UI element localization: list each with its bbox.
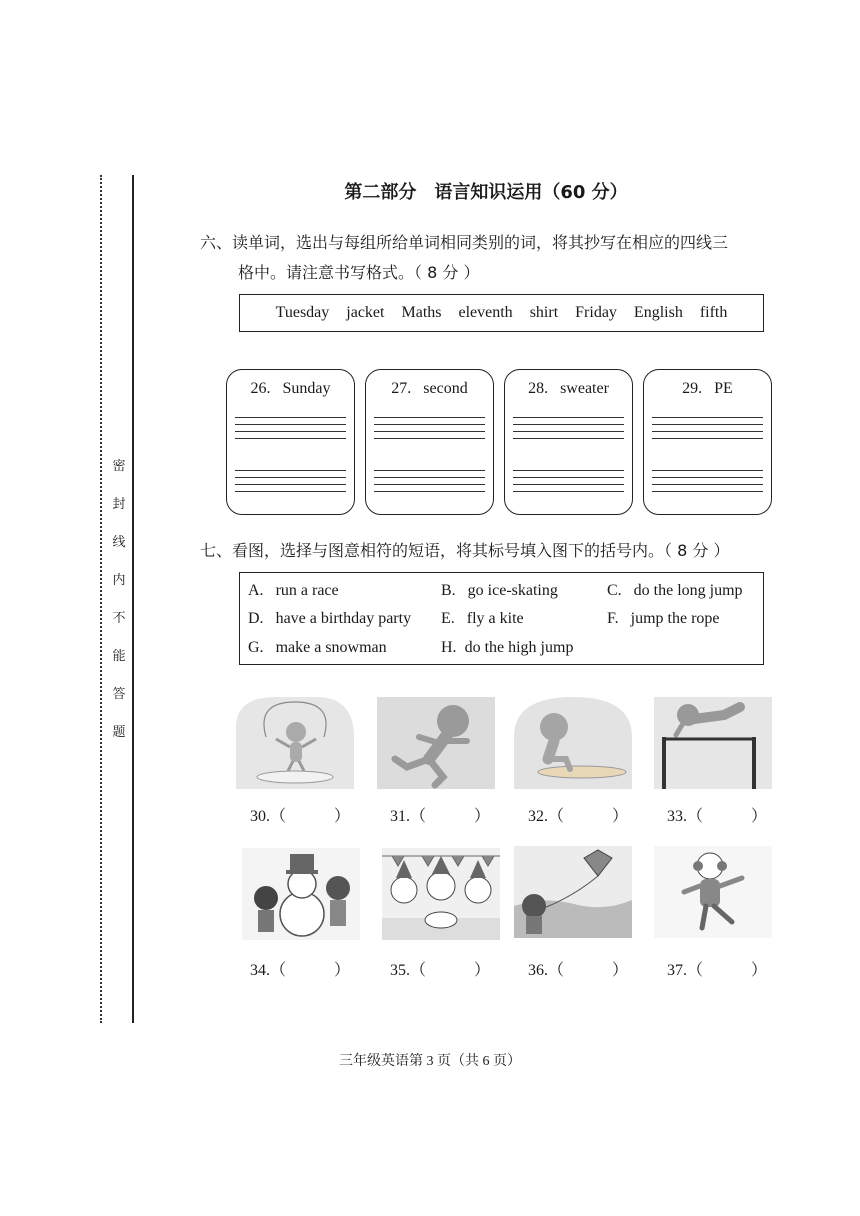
four-line-grid (513, 417, 624, 439)
card-word: PE (714, 380, 733, 397)
word-bank-item: eleventh (458, 304, 513, 321)
high-jump-illustration (654, 697, 772, 789)
four-line-grid (374, 470, 485, 492)
section7-instruction: 七、看图，选择与图意相符的短语，将其标号填入图下的括号内。（ 8 分 ） (200, 541, 730, 560)
kite-flying-illustration (514, 846, 632, 938)
word-bank-item: Friday (575, 304, 617, 321)
word-bank-item: shirt (529, 304, 559, 321)
writing-card-26[interactable] (226, 369, 355, 515)
four-line-grid (652, 470, 763, 492)
section6-instruction-line1: 六、读单词，选出与每组所给单词相同类别的词，将其抄写在相应的四线三 (200, 233, 729, 252)
card-number: 29. (682, 380, 703, 397)
answer-slot-34[interactable]: 34.（ ） (250, 962, 351, 979)
four-line-grid (235, 470, 346, 492)
seal-char: 密 (112, 459, 126, 474)
card-number: 27. (391, 380, 412, 397)
card-word: Sunday (282, 380, 331, 397)
phrase-item: D. have a birthday party (248, 610, 412, 627)
phrase-item: H. do the high jump (441, 639, 574, 656)
running-illustration (377, 697, 495, 789)
seal-char: 能 (112, 649, 126, 664)
phrase-item: F. jump the rope (607, 610, 720, 627)
word-bank (239, 294, 764, 332)
seal-char: 题 (112, 725, 126, 740)
phrase-item: B. go ice-skating (441, 582, 558, 599)
phrase-bank (239, 572, 764, 665)
seal-char: 答 (112, 687, 126, 702)
long-jump-illustration (514, 697, 632, 789)
phrase-item: C. do the long jump (607, 582, 743, 599)
word-bank-item: English (633, 304, 683, 321)
part-title: 第二部分 语言知识运用（60 分） (344, 182, 628, 203)
answer-slot-37[interactable]: 37.（ ） (667, 962, 768, 979)
word-bank-item: jacket (346, 304, 385, 321)
four-line-grid (513, 470, 624, 492)
four-line-grid (374, 417, 485, 439)
writing-card-27[interactable] (365, 369, 494, 515)
jump-rope-illustration (236, 697, 354, 789)
seal-char: 线 (112, 535, 126, 550)
four-line-grid (235, 417, 346, 439)
answer-slot-32[interactable]: 32.（ ） (528, 808, 629, 825)
card-number: 28. (528, 380, 549, 397)
phrase-item: E. fly a kite (441, 610, 524, 627)
answer-slot-36[interactable]: 36.（ ） (528, 962, 629, 979)
birthday-party-illustration (382, 848, 500, 940)
writing-card-29[interactable] (643, 369, 772, 515)
card-word: sweater (560, 380, 609, 397)
answer-slot-33[interactable]: 33.（ ） (667, 808, 768, 825)
ice-skating-illustration (654, 846, 772, 938)
card-word: second (423, 380, 468, 397)
writing-card-28[interactable] (504, 369, 633, 515)
word-bank-item: Tuesday (275, 304, 330, 321)
seal-char: 封 (112, 497, 126, 512)
card-number: 26. (250, 380, 271, 397)
seal-char: 内 (112, 573, 126, 588)
answer-slot-30[interactable]: 30.（ ） (250, 808, 351, 825)
seal-char: 不 (112, 611, 126, 626)
snowman-illustration (242, 848, 360, 940)
seal-dotted-line (100, 175, 102, 1023)
word-bank-item: Maths (401, 304, 442, 321)
word-bank-item: fifth (699, 304, 728, 321)
answer-slot-35[interactable]: 35.（ ） (390, 962, 491, 979)
answer-slot-31[interactable]: 31.（ ） (390, 808, 491, 825)
section6-instruction-line2: 格中。请注意书写格式。（ 8 分 ） (238, 263, 480, 282)
page-footer: 三年级英语第 3 页（共 6 页） (339, 1054, 521, 1069)
four-line-grid (652, 417, 763, 439)
phrase-item: A. run a race (248, 582, 339, 599)
phrase-item: G. make a snowman (248, 639, 387, 656)
seal-solid-line (132, 175, 134, 1023)
